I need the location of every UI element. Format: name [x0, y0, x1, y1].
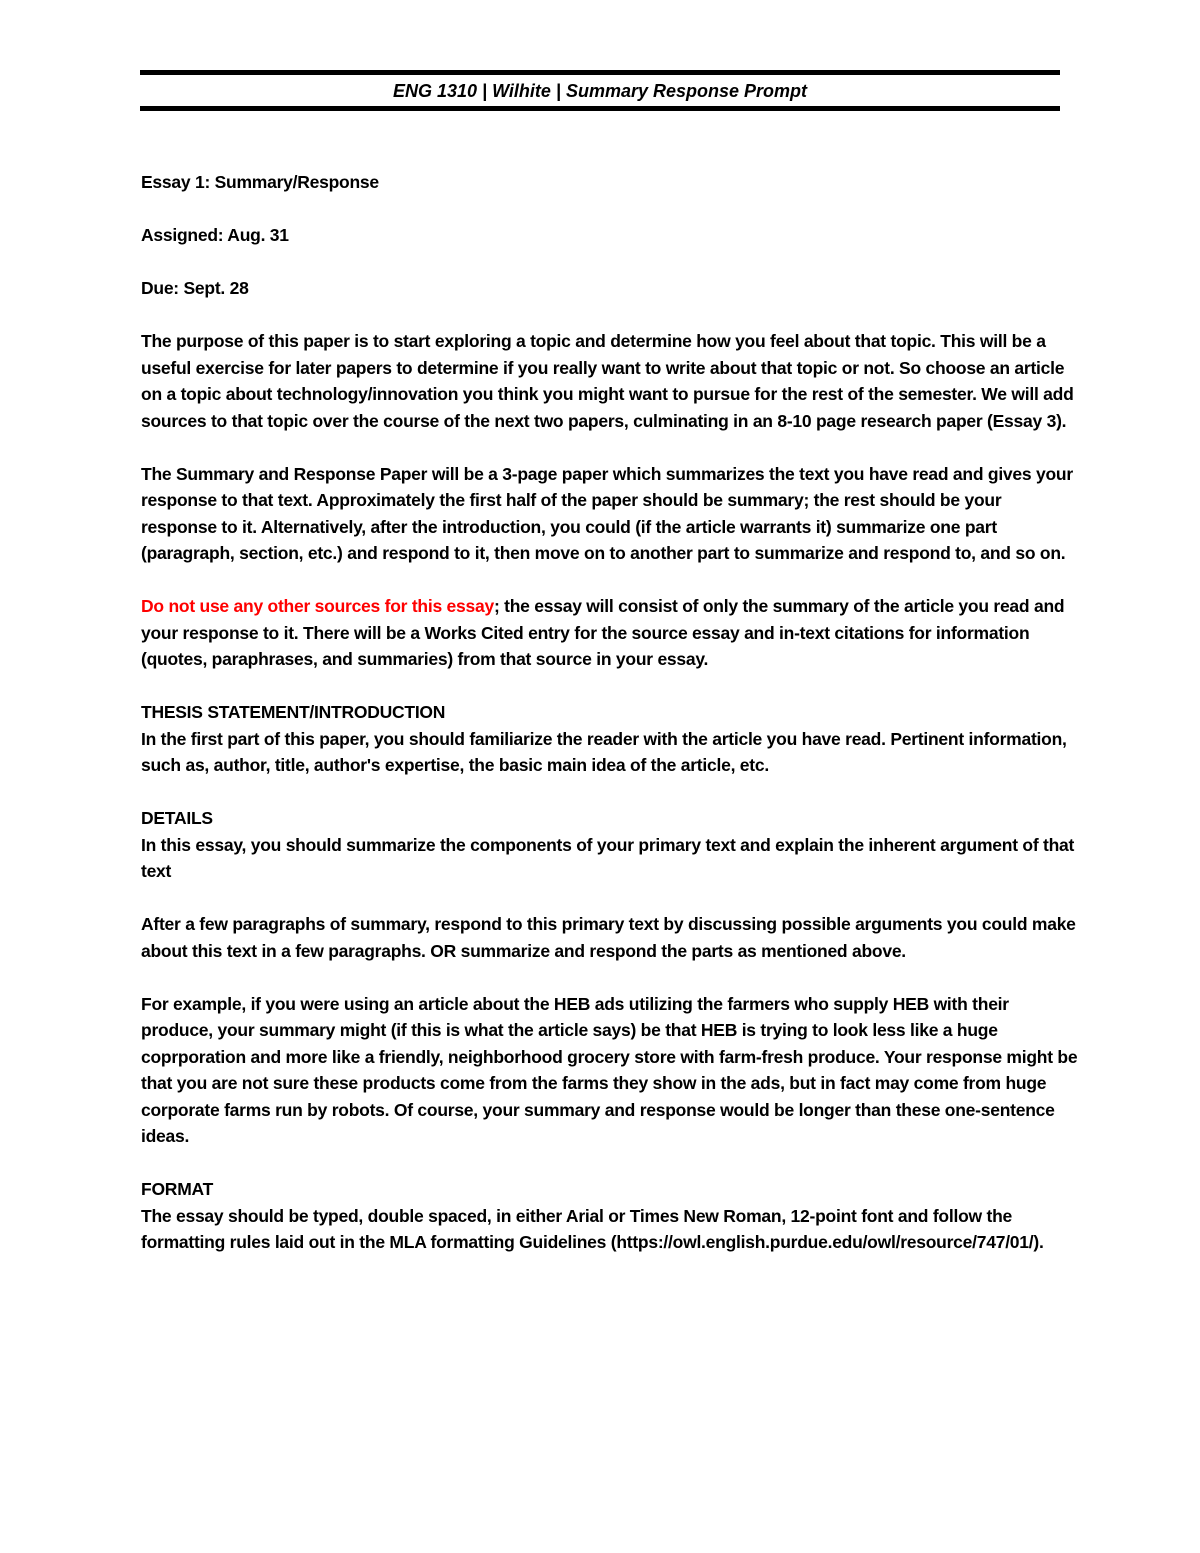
- format-heading: FORMAT: [141, 1179, 214, 1199]
- sources-paragraph: [141, 593, 1081, 673]
- details-body: In this essay, you should summarize the components of your primary text and explain the inherent argument of that text: [141, 834, 1075, 881]
- header-bottom-rule: [140, 106, 1060, 111]
- sources-warning: Do not use any other sources for this essay: [141, 596, 494, 616]
- thesis-section: [141, 699, 1081, 779]
- details-section: [141, 805, 1081, 885]
- thesis-heading: THESIS STATEMENT/INTRODUCTION: [141, 702, 446, 722]
- document-body: [141, 169, 1081, 1282]
- format-body: The essay should be typed, double spaced, in either Arial or Times New Roman, 12-point font and follow the formatting rules laid out in the MLA formatting Guidelines (https://owl.english.purdue.edu/owl/resource/747/01/).: [141, 1205, 1044, 1252]
- thesis-body: In the first part of this paper, you should familiarize the reader with the article you have read. Pertinent information, such as, author, title, author's expertise, the basic main idea of the article, etc.: [141, 728, 1067, 775]
- details-followup-paragraph: After a few paragraphs of summary, respond to this primary text by discussing possible arguments you could make about this text in a few paragraphs. OR summarize and respond the parts as mentioned above.: [141, 914, 1076, 961]
- page-header-title: ENG 1310 | Wilhite | Summary Response Prompt: [392, 81, 808, 101]
- format-section: [141, 1176, 1081, 1256]
- essay-title: Essay 1: Summary/Response: [141, 172, 379, 192]
- assigned-date: Assigned: Aug. 31: [141, 225, 289, 245]
- summary-response-paragraph: The Summary and Response Paper will be a 3-page paper which summarizes the text you have read and gives your response to that text. Approximately the first half of the paper should be summary; the rest should be your response to it. Alternatively, after the introduction, you could (if the article warrants it) summarize one part (paragraph, section, etc.) and respond to it, then move on to another part to summarize and respond to, and so on.: [141, 463, 1073, 563]
- purpose-paragraph: The purpose of this paper is to start exploring a topic and determine how you feel about that topic. This will be a useful exercise for later papers to determine if you really want to write about that topic or not. So choose an article on a topic about technology/innovation you think you might want to pursue for the rest of the semester. We will add sources to that topic over the course of the next two papers, culminating in an 8-10 page research paper (Essay 3).: [141, 331, 1074, 431]
- due-date: Due: Sept. 28: [141, 278, 249, 298]
- example-paragraph: For example, if you were using an article about the HEB ads utilizing the farmers who supply HEB with their produce, your summary might (if this is what the article says) be that HEB is trying to look less like a huge coprporation and more like a friendly, neighborhood grocery store with farm-fresh produce. Your response might be that you are not sure these products come from the farms they show in the ads, but in fact may come from huge corporate farms run by robots. Of course, your summary and response would be longer than these one-sentence ideas.: [141, 993, 1078, 1146]
- details-heading: DETAILS: [141, 808, 213, 828]
- sources-paragraph-rest: ; the essay will consist of only the summary of the article you read and your response to it. There will be a Works Cited entry for the source essay and in-text citations for information (quotes, paraphrases, and summaries) from that source in your essay.: [141, 596, 1065, 669]
- header-top-rule: [140, 70, 1060, 75]
